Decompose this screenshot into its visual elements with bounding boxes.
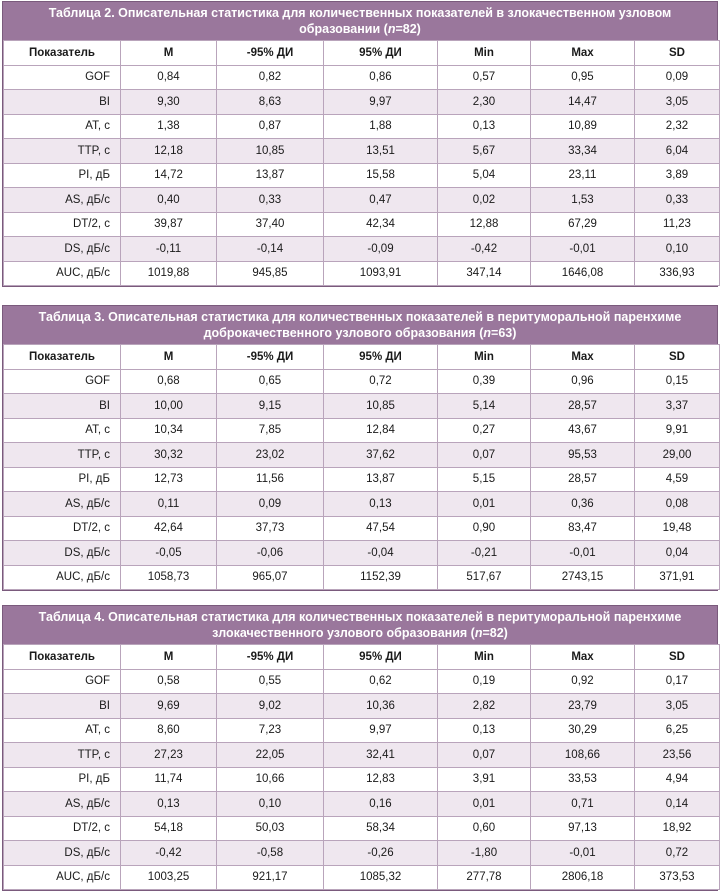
table-caption bbox=[3, 606, 717, 644]
table-cell: 12,18 bbox=[121, 139, 217, 164]
table-row bbox=[4, 237, 720, 262]
column-header: 95% ДИ bbox=[324, 41, 438, 66]
table-cell: 32,41 bbox=[324, 743, 438, 768]
table-3 bbox=[2, 305, 718, 591]
table-caption bbox=[3, 2, 717, 40]
table-cell: 9,02 bbox=[217, 694, 324, 719]
table-cell: 336,93 bbox=[635, 261, 720, 286]
table-cell: 0,36 bbox=[531, 492, 635, 517]
table-cell: 2,82 bbox=[438, 694, 531, 719]
table-cell: -0,06 bbox=[217, 541, 324, 566]
header-row bbox=[4, 645, 720, 670]
table-cell: -0,26 bbox=[324, 841, 438, 866]
table-cell: 23,56 bbox=[635, 743, 720, 768]
row-label: PI, дБ bbox=[4, 163, 121, 188]
table-cell: -0,01 bbox=[531, 237, 635, 262]
table-cell: 0,55 bbox=[217, 669, 324, 694]
table-cell: 0,95 bbox=[531, 65, 635, 90]
table-cell: 0,19 bbox=[438, 669, 531, 694]
table-cell: 108,66 bbox=[531, 743, 635, 768]
table-cell: 47,54 bbox=[324, 516, 438, 541]
table-cell: 23,11 bbox=[531, 163, 635, 188]
table-cell: 27,23 bbox=[121, 743, 217, 768]
table-cell: 0,27 bbox=[438, 418, 531, 443]
table-cell: 0,14 bbox=[635, 792, 720, 817]
table-cell: 13,87 bbox=[324, 467, 438, 492]
table-cell: 1,53 bbox=[531, 188, 635, 213]
row-label: AT, с bbox=[4, 114, 121, 139]
table-cell: 5,67 bbox=[438, 139, 531, 164]
column-header: Показатель bbox=[4, 645, 121, 670]
table-cell: 29,00 bbox=[635, 443, 720, 468]
row-label: DS, дБ/с bbox=[4, 541, 121, 566]
table-cell: 1,38 bbox=[121, 114, 217, 139]
table-cell: 1152,39 bbox=[324, 565, 438, 590]
table-cell: 9,91 bbox=[635, 418, 720, 443]
table-cell: 83,47 bbox=[531, 516, 635, 541]
table-cell: 1085,32 bbox=[324, 865, 438, 890]
table-cell: 2,32 bbox=[635, 114, 720, 139]
row-label: GOF bbox=[4, 369, 121, 394]
table-cell: 921,17 bbox=[217, 865, 324, 890]
table-cell: 0,11 bbox=[121, 492, 217, 517]
table-row bbox=[4, 212, 720, 237]
table-cell: 0,01 bbox=[438, 492, 531, 517]
table-row bbox=[4, 865, 720, 890]
table-cell: 3,05 bbox=[635, 694, 720, 719]
table-cell: 0,09 bbox=[635, 65, 720, 90]
column-header: Показатель bbox=[4, 41, 121, 66]
table-cell: -0,01 bbox=[531, 841, 635, 866]
table-cell: -0,01 bbox=[531, 541, 635, 566]
table-cell: 12,73 bbox=[121, 467, 217, 492]
column-header: Min bbox=[438, 645, 531, 670]
table-cell: 1646,08 bbox=[531, 261, 635, 286]
table-cell: 0,58 bbox=[121, 669, 217, 694]
row-label: TTP, с bbox=[4, 743, 121, 768]
stats-table bbox=[3, 344, 720, 590]
row-label: AUC, дБ/с bbox=[4, 565, 121, 590]
table-cell: 6,04 bbox=[635, 139, 720, 164]
column-header: 95% ДИ bbox=[324, 345, 438, 370]
table-cell: 2743,15 bbox=[531, 565, 635, 590]
row-label: BI bbox=[4, 394, 121, 419]
table-cell: 28,57 bbox=[531, 394, 635, 419]
table-cell: 9,30 bbox=[121, 90, 217, 115]
table-cell: 14,72 bbox=[121, 163, 217, 188]
row-label: BI bbox=[4, 90, 121, 115]
column-header: M bbox=[121, 345, 217, 370]
table-cell: 30,32 bbox=[121, 443, 217, 468]
header-row bbox=[4, 345, 720, 370]
table-cell: 1003,25 bbox=[121, 865, 217, 890]
table-cell: 15,58 bbox=[324, 163, 438, 188]
table-cell: 0,62 bbox=[324, 669, 438, 694]
table-cell: 12,88 bbox=[438, 212, 531, 237]
table-cell: 58,34 bbox=[324, 816, 438, 841]
table-row bbox=[4, 718, 720, 743]
table-cell: 0,40 bbox=[121, 188, 217, 213]
table-cell: 0,57 bbox=[438, 65, 531, 90]
column-header: Max bbox=[531, 645, 635, 670]
table-cell: 7,85 bbox=[217, 418, 324, 443]
table-cell: 0,39 bbox=[438, 369, 531, 394]
table-cell: 0,07 bbox=[438, 743, 531, 768]
caption-title: Таблица 3. Описательная статистика для количественных показателей в перитуморальной паренхиме доброкачественного узлового образования ( bbox=[38, 309, 682, 340]
table-cell: 0,13 bbox=[121, 792, 217, 817]
column-header: Max bbox=[531, 345, 635, 370]
table-cell: 371,91 bbox=[635, 565, 720, 590]
table-row bbox=[4, 541, 720, 566]
table-cell: 23,79 bbox=[531, 694, 635, 719]
table-row bbox=[4, 163, 720, 188]
table-row bbox=[4, 65, 720, 90]
table-row bbox=[4, 114, 720, 139]
table-cell: 39,87 bbox=[121, 212, 217, 237]
table-cell: 373,53 bbox=[635, 865, 720, 890]
table-cell: 11,23 bbox=[635, 212, 720, 237]
table-row bbox=[4, 565, 720, 590]
row-label: PI, дБ bbox=[4, 767, 121, 792]
caption-n-value: =82) bbox=[482, 625, 508, 640]
table-cell: 43,67 bbox=[531, 418, 635, 443]
table-cell: 42,34 bbox=[324, 212, 438, 237]
table-cell: 54,18 bbox=[121, 816, 217, 841]
row-label: AS, дБ/с bbox=[4, 792, 121, 817]
table-4 bbox=[2, 605, 718, 891]
table-row bbox=[4, 767, 720, 792]
table-cell: 14,47 bbox=[531, 90, 635, 115]
table-cell: 0,10 bbox=[635, 237, 720, 262]
table-cell: 945,85 bbox=[217, 261, 324, 286]
table-cell: 50,03 bbox=[217, 816, 324, 841]
table-cell: 0,16 bbox=[324, 792, 438, 817]
table-cell: 23,02 bbox=[217, 443, 324, 468]
table-cell: 7,23 bbox=[217, 718, 324, 743]
table-cell: 22,05 bbox=[217, 743, 324, 768]
table-cell: 517,67 bbox=[438, 565, 531, 590]
table-cell: 30,29 bbox=[531, 718, 635, 743]
row-label: AS, дБ/с bbox=[4, 188, 121, 213]
table-cell: 12,84 bbox=[324, 418, 438, 443]
table-cell: 9,97 bbox=[324, 90, 438, 115]
stats-table bbox=[3, 644, 720, 890]
table-cell: 0,08 bbox=[635, 492, 720, 517]
table-row bbox=[4, 139, 720, 164]
column-header: Показатель bbox=[4, 345, 121, 370]
row-label: TTP, с bbox=[4, 443, 121, 468]
table-cell: 67,29 bbox=[531, 212, 635, 237]
table-row bbox=[4, 261, 720, 286]
table-cell: 3,37 bbox=[635, 394, 720, 419]
table-cell: 5,15 bbox=[438, 467, 531, 492]
table-row bbox=[4, 443, 720, 468]
table-row bbox=[4, 492, 720, 517]
table-cell: 11,56 bbox=[217, 467, 324, 492]
row-label: DT/2, с bbox=[4, 212, 121, 237]
table-cell: 37,73 bbox=[217, 516, 324, 541]
table-cell: 97,13 bbox=[531, 816, 635, 841]
table-cell: -0,04 bbox=[324, 541, 438, 566]
table-cell: -0,05 bbox=[121, 541, 217, 566]
table-cell: -0,14 bbox=[217, 237, 324, 262]
row-label: AT, с bbox=[4, 418, 121, 443]
row-label: AS, дБ/с bbox=[4, 492, 121, 517]
table-cell: 0,02 bbox=[438, 188, 531, 213]
table-cell: 0,33 bbox=[635, 188, 720, 213]
column-header: 95% ДИ bbox=[324, 645, 438, 670]
table-cell: 3,05 bbox=[635, 90, 720, 115]
table-cell: 1058,73 bbox=[121, 565, 217, 590]
column-header: -95% ДИ bbox=[217, 645, 324, 670]
table-caption bbox=[3, 306, 717, 344]
table-cell: 0,04 bbox=[635, 541, 720, 566]
table-cell: 6,25 bbox=[635, 718, 720, 743]
table-cell: 1,88 bbox=[324, 114, 438, 139]
row-label: GOF bbox=[4, 65, 121, 90]
table-cell: 0,96 bbox=[531, 369, 635, 394]
column-header: SD bbox=[635, 41, 720, 66]
row-label: GOF bbox=[4, 669, 121, 694]
table-cell: 0,17 bbox=[635, 669, 720, 694]
table-cell: 0,65 bbox=[217, 369, 324, 394]
table-cell: 0,01 bbox=[438, 792, 531, 817]
table-cell: 0,84 bbox=[121, 65, 217, 90]
table-cell: 42,64 bbox=[121, 516, 217, 541]
table-cell: -1,80 bbox=[438, 841, 531, 866]
table-cell: 11,74 bbox=[121, 767, 217, 792]
table-cell: 1019,88 bbox=[121, 261, 217, 286]
table-cell: 1093,91 bbox=[324, 261, 438, 286]
column-header: -95% ДИ bbox=[217, 41, 324, 66]
table-row bbox=[4, 841, 720, 866]
table-cell: 0,72 bbox=[635, 841, 720, 866]
caption-n-italic: n bbox=[474, 625, 483, 640]
row-label: PI, дБ bbox=[4, 467, 121, 492]
table-cell: 0,82 bbox=[217, 65, 324, 90]
table-cell: 8,60 bbox=[121, 718, 217, 743]
table-cell: 2806,18 bbox=[531, 865, 635, 890]
row-label: AUC, дБ/с bbox=[4, 261, 121, 286]
table-caption-text bbox=[13, 309, 707, 341]
table-cell: 13,87 bbox=[217, 163, 324, 188]
table-row bbox=[4, 669, 720, 694]
table-cell: 5,04 bbox=[438, 163, 531, 188]
table-cell: 0,13 bbox=[438, 114, 531, 139]
column-header: Min bbox=[438, 345, 531, 370]
table-row bbox=[4, 394, 720, 419]
table-cell: 10,66 bbox=[217, 767, 324, 792]
table-cell: 3,91 bbox=[438, 767, 531, 792]
table-cell: 965,07 bbox=[217, 565, 324, 590]
table-cell: 0,47 bbox=[324, 188, 438, 213]
table-cell: -0,21 bbox=[438, 541, 531, 566]
table-cell: 10,00 bbox=[121, 394, 217, 419]
table-cell: 10,89 bbox=[531, 114, 635, 139]
table-cell: 0,92 bbox=[531, 669, 635, 694]
table-cell: 0,13 bbox=[438, 718, 531, 743]
table-row bbox=[4, 516, 720, 541]
row-label: DS, дБ/с bbox=[4, 841, 121, 866]
table-cell: 277,78 bbox=[438, 865, 531, 890]
column-header: SD bbox=[635, 645, 720, 670]
table-cell: 347,14 bbox=[438, 261, 531, 286]
row-label: DS, дБ/с bbox=[4, 237, 121, 262]
table-row bbox=[4, 188, 720, 213]
table-cell: 2,30 bbox=[438, 90, 531, 115]
caption-n-value: =82) bbox=[395, 21, 421, 36]
caption-title: Таблица 4. Описательная статистика для количественных показателей в перитуморальной паренхиме злокачественного узлового образования ( bbox=[38, 609, 682, 640]
table-row bbox=[4, 694, 720, 719]
table-cell: 28,57 bbox=[531, 467, 635, 492]
table-cell: -0,09 bbox=[324, 237, 438, 262]
row-label: BI bbox=[4, 694, 121, 719]
row-label: DT/2, с bbox=[4, 816, 121, 841]
table-cell: 0,87 bbox=[217, 114, 324, 139]
table-cell: 37,62 bbox=[324, 443, 438, 468]
table-cell: 13,51 bbox=[324, 139, 438, 164]
table-cell: 12,83 bbox=[324, 767, 438, 792]
table-cell: 8,63 bbox=[217, 90, 324, 115]
table-cell: 5,14 bbox=[438, 394, 531, 419]
table-row bbox=[4, 369, 720, 394]
table-cell: -0,11 bbox=[121, 237, 217, 262]
row-label: TTP, с bbox=[4, 139, 121, 164]
table-cell: 0,72 bbox=[324, 369, 438, 394]
table-cell: 0,10 bbox=[217, 792, 324, 817]
table-row bbox=[4, 467, 720, 492]
caption-title: Таблица 2. Описательная статистика для количественных показателей в злокачественном узловом образовании ( bbox=[48, 5, 672, 36]
table-cell: 0,13 bbox=[324, 492, 438, 517]
table-row bbox=[4, 792, 720, 817]
table-caption-text bbox=[13, 5, 707, 37]
table-cell: 0,60 bbox=[438, 816, 531, 841]
column-header: Max bbox=[531, 41, 635, 66]
row-label: DT/2, с bbox=[4, 516, 121, 541]
table-cell: 4,94 bbox=[635, 767, 720, 792]
table-cell: 3,89 bbox=[635, 163, 720, 188]
table-cell: 37,40 bbox=[217, 212, 324, 237]
table-row bbox=[4, 90, 720, 115]
table-row bbox=[4, 743, 720, 768]
table-cell: 0,15 bbox=[635, 369, 720, 394]
row-label: AUC, дБ/с bbox=[4, 865, 121, 890]
table-cell: 95,53 bbox=[531, 443, 635, 468]
table-cell: 9,69 bbox=[121, 694, 217, 719]
table-cell: 10,85 bbox=[324, 394, 438, 419]
table-cell: 0,33 bbox=[217, 188, 324, 213]
column-header: -95% ДИ bbox=[217, 345, 324, 370]
column-header: SD bbox=[635, 345, 720, 370]
table-cell: 18,92 bbox=[635, 816, 720, 841]
table-cell: 10,36 bbox=[324, 694, 438, 719]
table-cell: 33,53 bbox=[531, 767, 635, 792]
table-cell: 10,85 bbox=[217, 139, 324, 164]
column-header: M bbox=[121, 645, 217, 670]
table-cell: 9,97 bbox=[324, 718, 438, 743]
header-row bbox=[4, 41, 720, 66]
table-cell: 0,07 bbox=[438, 443, 531, 468]
column-header: M bbox=[121, 41, 217, 66]
caption-n-italic: n bbox=[387, 21, 396, 36]
table-cell: -0,58 bbox=[217, 841, 324, 866]
table-cell: 0,86 bbox=[324, 65, 438, 90]
table-cell: 19,48 bbox=[635, 516, 720, 541]
table-cell: -0,42 bbox=[438, 237, 531, 262]
table-cell: 0,90 bbox=[438, 516, 531, 541]
table-cell: 0,71 bbox=[531, 792, 635, 817]
stats-table bbox=[3, 40, 720, 286]
table-cell: -0,42 bbox=[121, 841, 217, 866]
table-caption-text bbox=[13, 609, 707, 641]
table-cell: 0,09 bbox=[217, 492, 324, 517]
table-cell: 10,34 bbox=[121, 418, 217, 443]
row-label: AT, с bbox=[4, 718, 121, 743]
table-cell: 9,15 bbox=[217, 394, 324, 419]
table-cell: 0,68 bbox=[121, 369, 217, 394]
column-header: Min bbox=[438, 41, 531, 66]
table-cell: 33,34 bbox=[531, 139, 635, 164]
caption-n-value: =63) bbox=[491, 325, 517, 340]
table-row bbox=[4, 418, 720, 443]
caption-n-italic: n bbox=[483, 325, 492, 340]
table-row bbox=[4, 816, 720, 841]
table-cell: 4,59 bbox=[635, 467, 720, 492]
table-2 bbox=[2, 1, 718, 287]
